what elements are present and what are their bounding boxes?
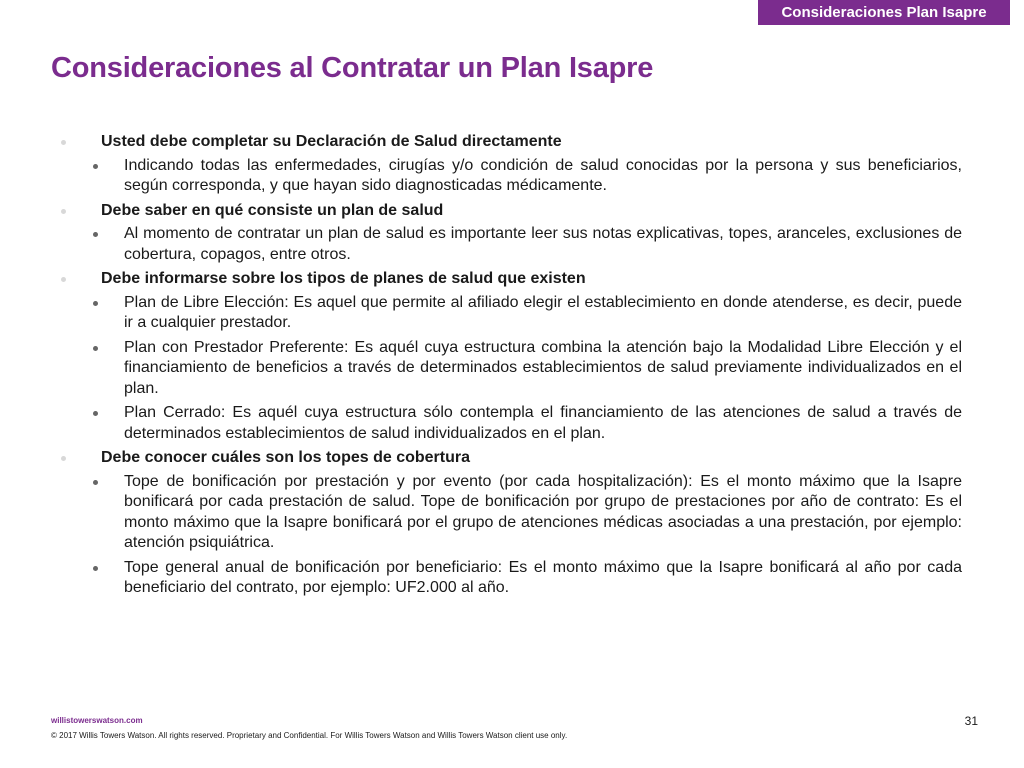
- list-item: [58, 224, 962, 265]
- section-tipos-planes: [58, 269, 962, 444]
- section-topes: [58, 448, 962, 599]
- bullet-icon: [61, 277, 66, 282]
- heading-text: Debe conocer cuáles son los topes de cobertura: [101, 449, 470, 466]
- bullet-content: [58, 132, 962, 603]
- page-title: Consideraciones al Contratar un Plan Isapre: [51, 52, 654, 84]
- bullet-icon: [93, 164, 98, 169]
- heading-text: Debe informarse sobre los tipos de planes de salud que existen: [101, 270, 586, 287]
- item-text: Tope general anual de bonificación por beneficiario: Es el monto máximo que la Isapre bonificará al año por cada beneficiario del contrato, por ejemplo: UF2.000 al año.: [124, 558, 962, 596]
- bullet-icon: [61, 209, 66, 214]
- item-text: Al momento de contratar un plan de salud es importante leer sus notas explicativas, topes, aranceles, exclusiones de cobertura, copagos, entre otros.: [124, 225, 962, 263]
- list-item: [58, 156, 962, 197]
- section-tag: Consideraciones Plan Isapre: [758, 0, 1010, 25]
- footer-copyright: © 2017 Willis Towers Watson. All rights reserved. Proprietary and Confidential. For Willis Towers Watson and Willis Towers Watson client use only.: [51, 731, 568, 740]
- bullet-icon: [93, 346, 98, 351]
- bullet-icon: [93, 566, 98, 571]
- bullet-icon: [61, 140, 66, 145]
- section-declaracion: [58, 132, 962, 197]
- list-item: [58, 403, 962, 444]
- bullet-icon: [93, 301, 98, 306]
- heading-text: Usted debe completar su Declaración de Salud directamente: [101, 133, 562, 150]
- section-heading: [58, 132, 962, 153]
- list-item: [58, 293, 962, 334]
- list-item: [58, 338, 962, 400]
- page-number: 31: [964, 714, 978, 728]
- heading-text: Debe saber en qué consiste un plan de salud: [101, 201, 444, 219]
- section-heading: [58, 201, 962, 222]
- footer-url[interactable]: willistowerswatson.com: [51, 716, 143, 725]
- section-plan-salud: [58, 201, 962, 266]
- list-item: [58, 558, 962, 599]
- item-text: Plan de Libre Elección: Es aquel que permite al afiliado elegir el establecimiento en donde atenderse, es decir, puede ir a cualquier prestador.: [124, 293, 962, 331]
- section-heading: [58, 448, 962, 469]
- bullet-icon: [93, 411, 98, 416]
- bullet-icon: [93, 480, 98, 485]
- item-text: Indicando todas las enfermedades, cirugías y/o condición de salud conocidas por la persona y sus beneficiarios, según corresponda, y que hayan sido diagnosticadas médicamente.: [124, 156, 962, 194]
- bullet-icon: [93, 232, 98, 237]
- item-text: Plan Cerrado: Es aquél cuya estructura sólo contempla el financiamiento de las atenciones de salud a través de determinados establecimientos de salud individualizados en el plan.: [124, 404, 962, 442]
- list-item: [58, 472, 962, 554]
- section-heading: [58, 269, 962, 290]
- item-text: Plan con Prestador Preferente: Es aquél cuya estructura combina la atención bajo la Modalidad Libre Elección y el financiamiento de beneficios a través de determinados establecimientos de salud previamente individualizados en el plan.: [124, 338, 962, 397]
- bullet-icon: [61, 456, 66, 461]
- item-text: Tope de bonificación por prestación y por evento (por cada hospitalización): Es el monto máximo que la Isapre bonificará por cada prestación de salud. Tope de bonificación por grupo de prestaciones por año de contrato: Es el monto máximo que la Isapre bonificará por el grupo de atenciones médicas asociadas a una prestación, por ejemplo: atención psiquiátrica.: [124, 472, 962, 551]
